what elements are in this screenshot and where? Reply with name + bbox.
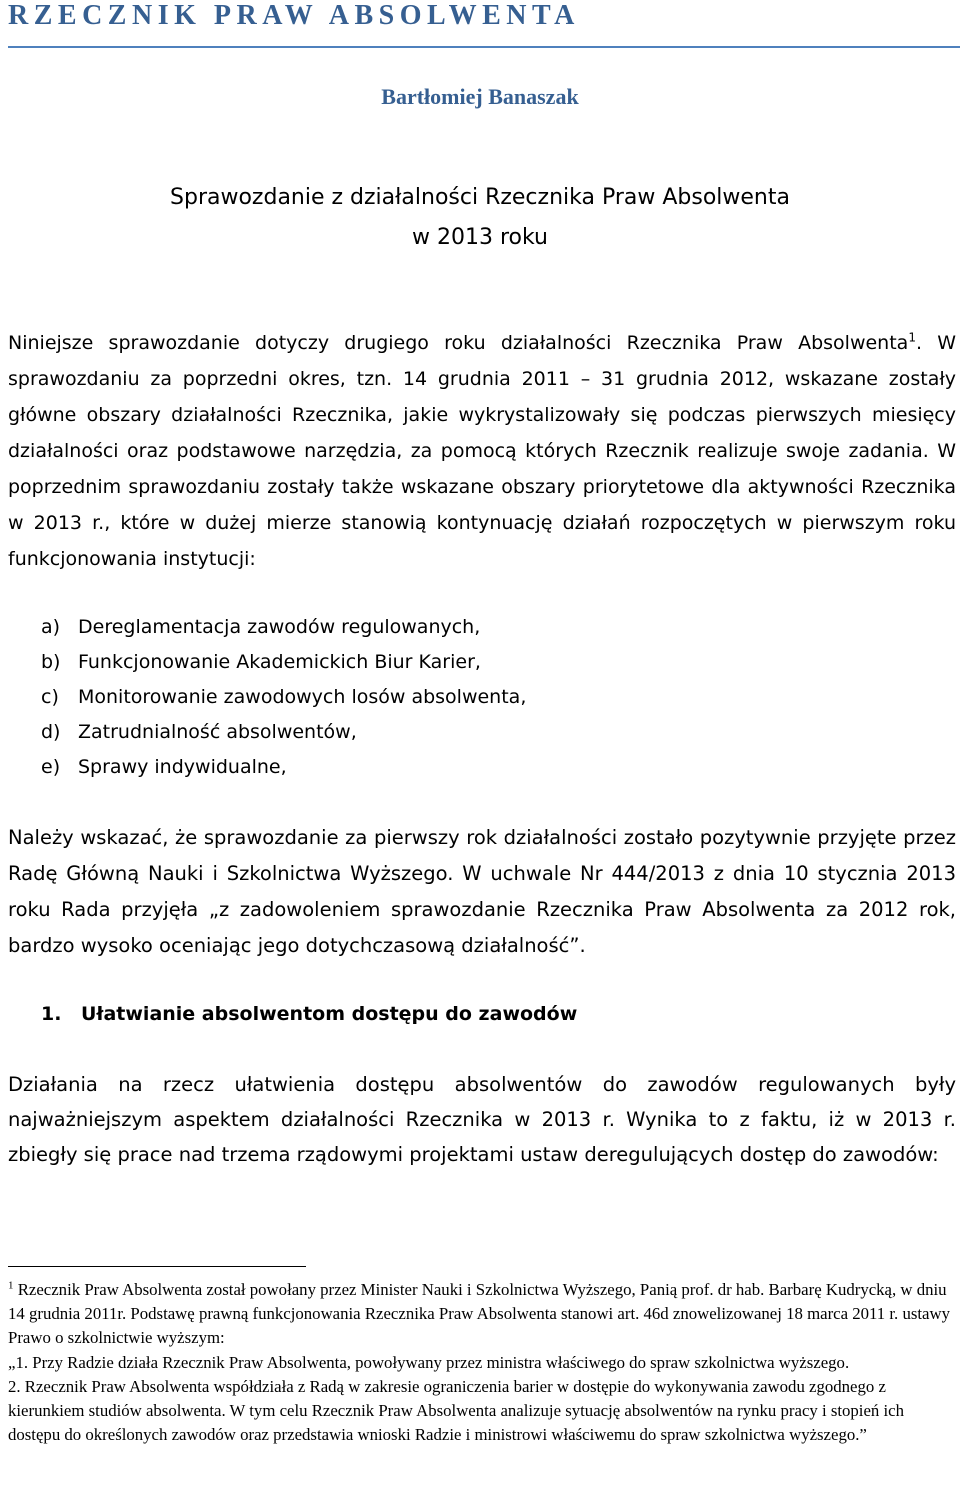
report-title-line-1: Sprawozdanie z działalności Rzecznika Praw Absolwenta [170,185,790,210]
list-item-text: Sprawy indywidualne, [78,756,287,778]
list-item-label: b) [41,651,61,673]
list-item [41,610,526,645]
list-item-text: Dereglamentacja zawodów regulowanych, [78,616,481,638]
approval-paragraph: Należy wskazać, że sprawozdanie za pierwszy rok działalności zostało pozytywnie przyjęte przez Radę Główną Nauki i Szkolnictwa Wyższego. W uchwale Nr 444/2013 z dnia 10 stycznia 2013 roku Rada przyjęła „z zadowoleniem sprawozdanie Rzecznika Praw Absolwenta za 2012 rok, bardzo wysoko oceniając jego dotychczasową działalność”. [8,826,956,957]
list-item [41,750,526,785]
footnote-line-2: „1. Przy Radzie działa Rzecznik Praw Absolwenta, powoływany przez ministra właściwego do spraw szkolnictwa wyższego. [8,1352,850,1372]
footnote-line-3: 2. Rzecznik Praw Absolwenta współdziała z Radą w zakresie ograniczenia barier w dostępie do wykonywania zawodu zgodnego z kierunkiem studiów absolwenta. W tym celu Rzecznik Praw Absolwenta analizuje sytuację absolwentów na rynku pracy i stopień ich dostępu do określonych zawodów oraz przedstawia wnioski Radzie i ministrowi właściwemu do spraw szkolnictwa wyższego.” [8,1376,905,1445]
list-item-text: Zatrudnialność absolwentów, [78,721,357,743]
footnote-reference[interactable]: 1 [908,330,916,345]
footnote [8,1278,956,1447]
list-item-label: d) [41,721,61,743]
list-item [41,715,526,750]
list-item [41,680,526,715]
list-item-label: e) [41,756,61,778]
author-name: Bartłomiej Banaszak [381,84,579,109]
footnote-line-1: $^1$ Rzecznik Praw Absolwenta został powołany przez Minister Nauki i Szkolnictwa Wyższego, Panią prof. dr hab. Barbarę Kudrycką, w dniu 14 grudnia 2011r. Podstawę prawną funkcjonowania Rzecznika Praw Absolwenta stanowi art. 46d znowelizowanej 18 marca 2011 r. ustawy Prawo o szkolnictwie wyższym: [8,1279,950,1348]
footnote-marker: 1 [8,1279,14,1292]
intro-text-part-1: Niniejsze sprawozdanie dotyczy drugiego roku działalności Rzecznika Praw Absolwenta [8,332,909,354]
section-1-heading [41,997,577,1032]
list-item-text: Funkcjonowanie Akademickich Biur Karier, [78,651,481,673]
list-item-label: c) [41,686,59,708]
intro-paragraph [8,325,956,577]
intro-text-part-2: . W sprawozdaniu za poprzedni okres, tzn. 14 grudnia 2011 – 31 grudnia 2012, wskazane zostały główne obszary działalności Rzecznika, jakie wykrystalizowały się podczas pierwszych miesięcy działalności oraz podstawowe narzędzia, za pomocą których Rzecznik realizuje swoje zadania. W poprzednim sprawozdaniu zostały także wskazane obszary priorytetowe dla aktywności Rzecznika w 2013 r., które w dużej mierze stanowią kontynuację działań rozpoczętych w pierwszym roku funkcjonowania instytucji: [8,332,956,570]
priority-areas-list [41,610,526,785]
section-1-paragraph: Działania na rzecz ułatwienia dostępu absolwentów do zawodów regulowanych były najważniejszym aspektem działalności Rzecznika w 2013 r. Wynika to z faktu, iż w 2013 r. zbiegły się prace nad trzema rządowymi projektami ustaw deregulujących dostęp do zawodów: [8,1073,956,1166]
list-item [41,645,526,680]
list-item-text: Monitorowanie zawodowych losów absolwenta, [78,686,527,708]
section-1-number: 1. [41,1003,62,1025]
list-item-label: a) [41,616,61,638]
header-rule [8,46,960,48]
header-title: RZECZNIK PRAW ABSOLWENTA [8,0,580,31]
footnote-separator [8,1266,306,1267]
report-title-line-2: w 2013 roku [412,225,548,250]
report-title [0,178,960,258]
section-1-title: Ułatwianie absolwentom dostępu do zawodów [81,1003,578,1025]
